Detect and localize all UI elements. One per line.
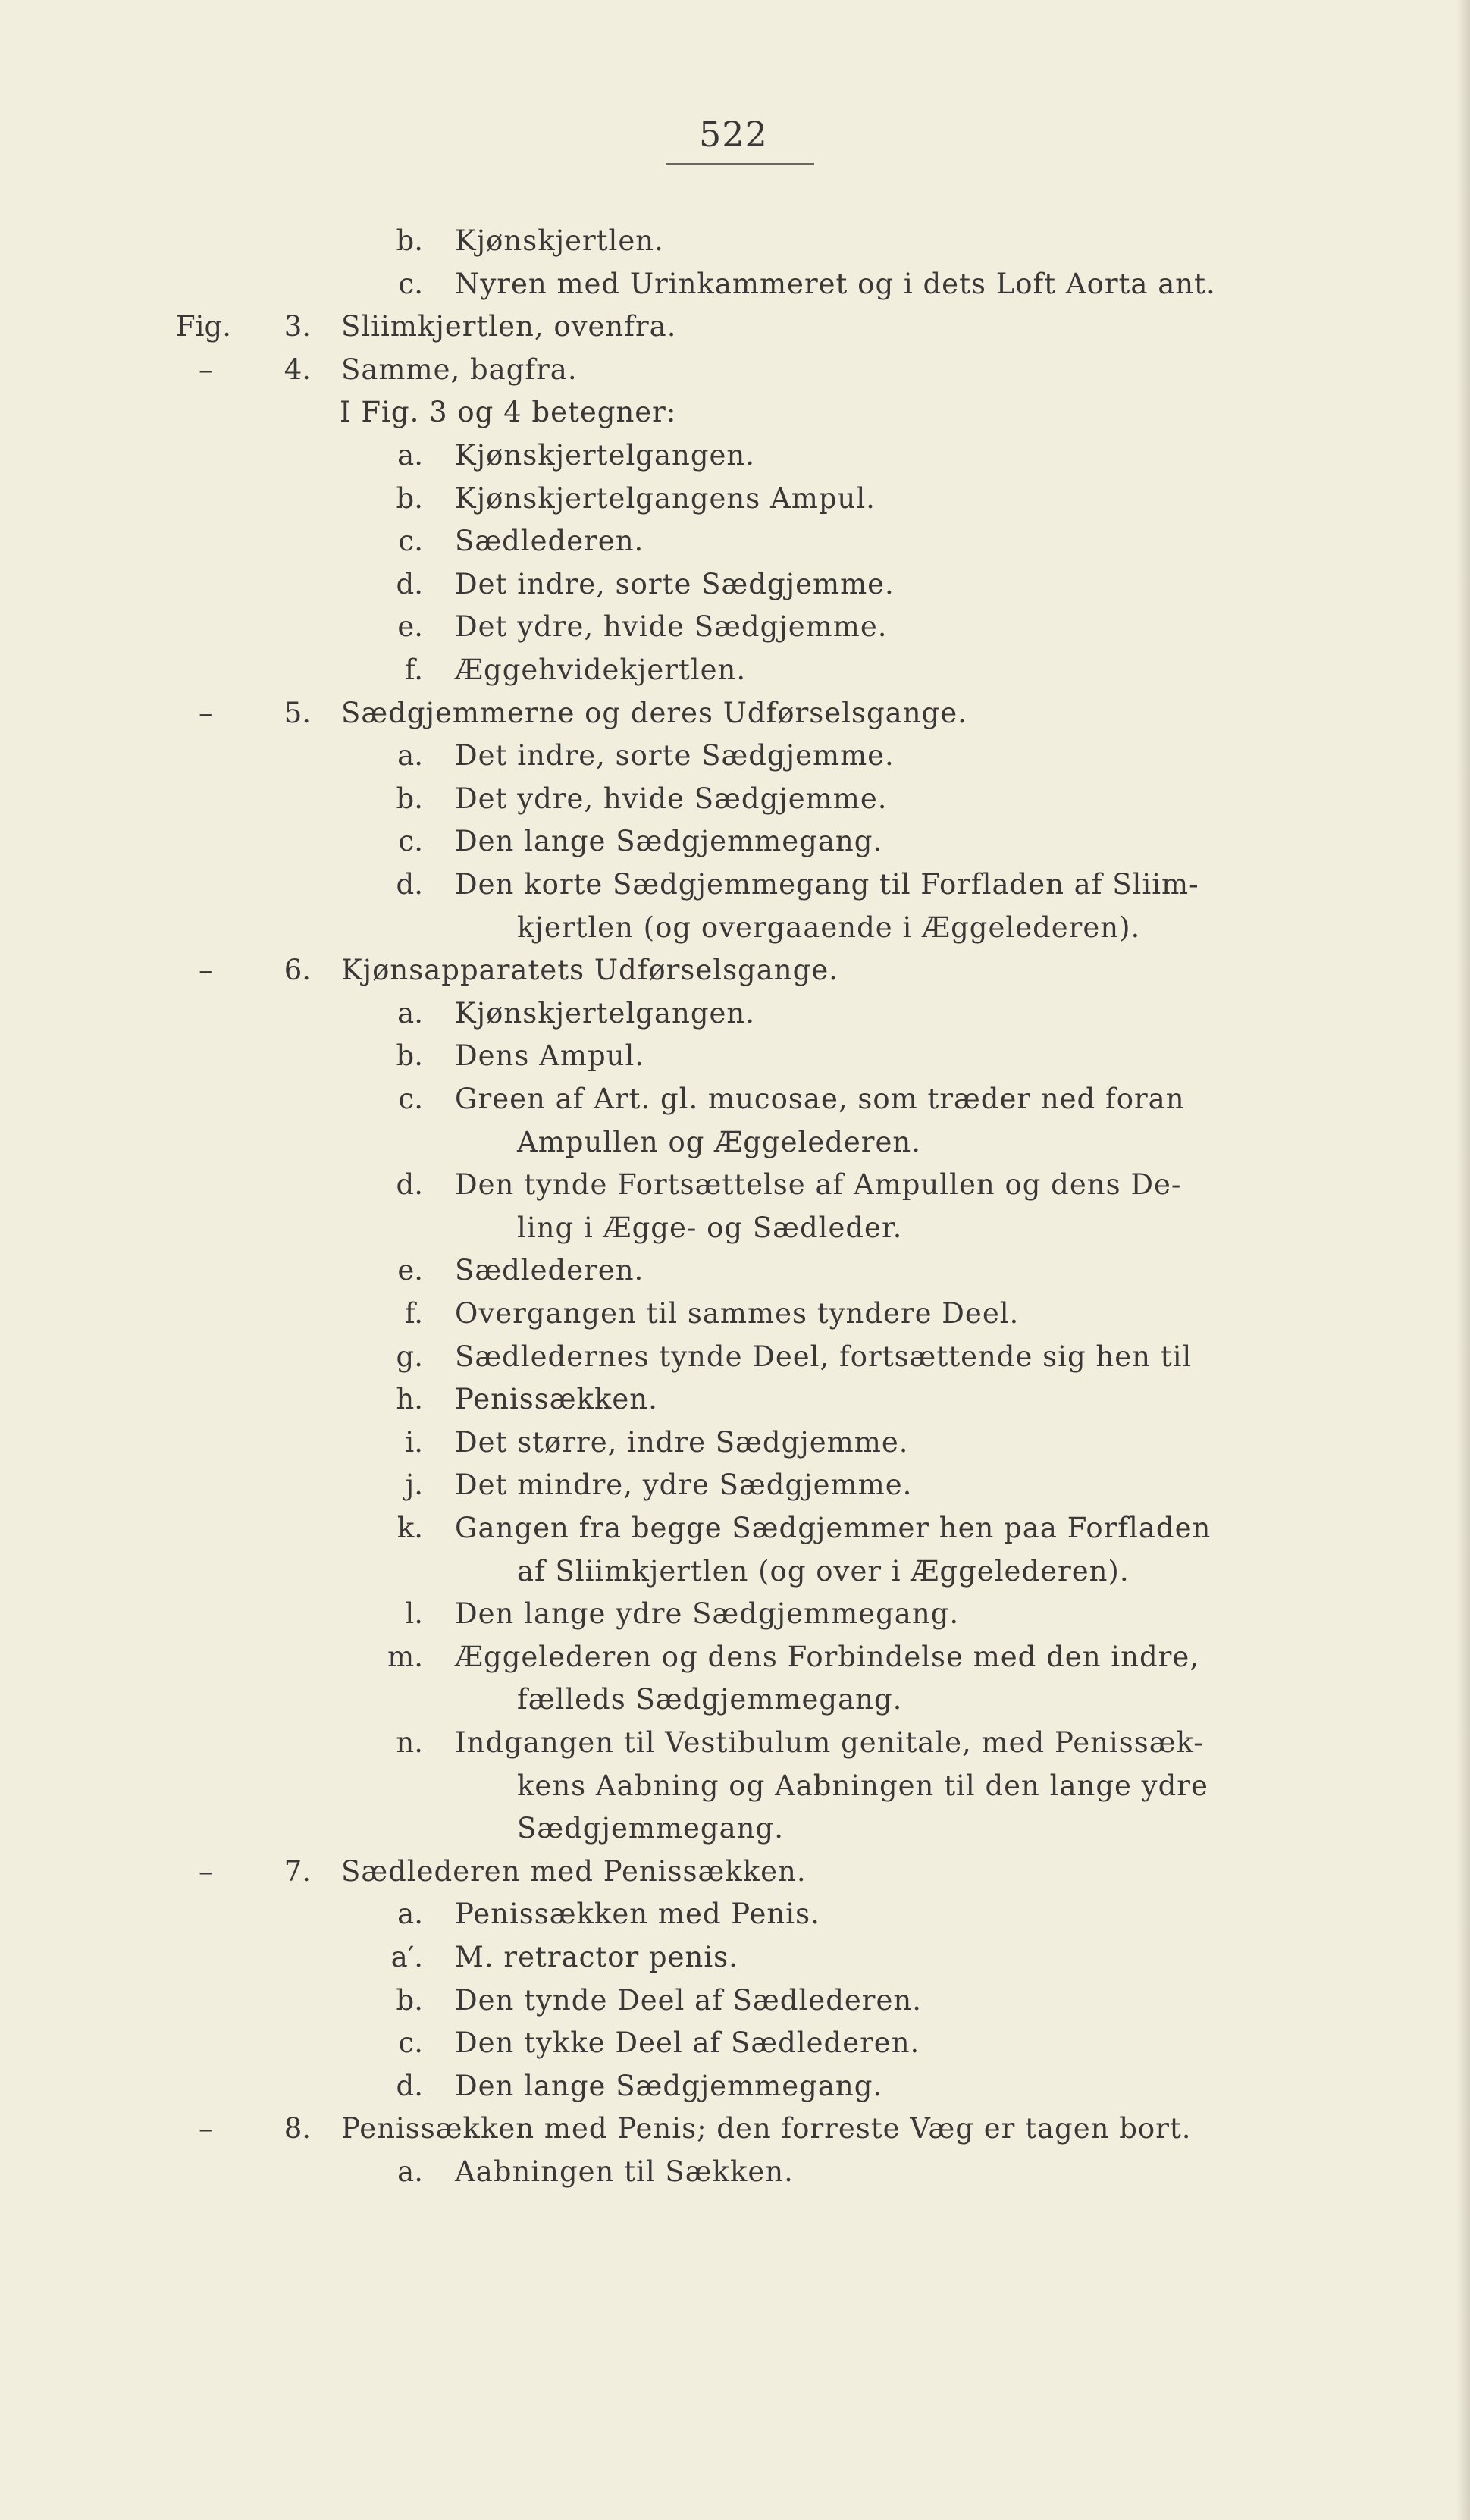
item-label: c.: [398, 267, 423, 300]
item-label: d.: [396, 567, 423, 600]
figure-number: 5.: [284, 696, 311, 729]
item-text: Det mindre, ydre Sædgjemme.: [455, 1468, 913, 1502]
item-text: Green af Art. gl. mucosae, som træder ned foran: [455, 1083, 1185, 1115]
item-text: Kjønskjertelgangen.: [455, 996, 756, 1030]
item-label: l.: [405, 1597, 423, 1631]
legend-intro: I Fig. 3 og 4 betegner:: [340, 396, 677, 429]
legend-line: [0, 692, 1470, 735]
legend-line: [0, 349, 1470, 391]
item-text: Kjønskjertlen.: [455, 224, 664, 257]
legend-line: [0, 1979, 1470, 2022]
legend-line: [0, 649, 1470, 691]
item-label: b.: [396, 1039, 423, 1073]
legend-line: [0, 220, 1470, 262]
item-text: M. retractor penis.: [455, 1941, 738, 1973]
item-label: d.: [396, 2069, 423, 2102]
item-text: Den tynde Fortsættelse af Ampullen og dens De-: [455, 1168, 1182, 1202]
item-label: a.: [397, 2155, 423, 2188]
item-text: Sædlederen.: [455, 1254, 644, 1287]
legend-line: [0, 1507, 1470, 1550]
legend-line: [0, 1550, 1470, 1593]
item-label: b.: [396, 224, 423, 257]
figure-caption: Samme, bagfra.: [341, 353, 578, 386]
figure-caption: Sædgjemmerne og deres Udførselsgange.: [341, 696, 967, 729]
legend-line: [0, 820, 1470, 863]
legend-line: [0, 1936, 1470, 1979]
item-text: Den tynde Deel af Sædlederen.: [455, 1983, 922, 2017]
item-label: a.: [397, 439, 423, 472]
figure-number: 3.: [284, 310, 311, 343]
figure-number: 8.: [284, 2112, 311, 2145]
legend-line: [0, 1249, 1470, 1292]
legend-line: [0, 1121, 1470, 1164]
legend-line: [0, 1293, 1470, 1335]
item-text: Den lange Sædgjemmegang.: [455, 2069, 883, 2102]
item-label: e.: [397, 1254, 423, 1287]
figure-caption: Sædlederen med Penissækken.: [341, 1854, 807, 1888]
item-label: n.: [396, 1726, 423, 1759]
item-continuation: kjertlen (og overgaaende i Æggelederen).: [517, 911, 1141, 944]
item-text: Indgangen til Vestibulum genitale, med Penissæk-: [455, 1726, 1204, 1759]
legend-line: [0, 1336, 1470, 1378]
ditto-dash: –: [199, 1854, 213, 1888]
legend-line: [0, 1807, 1470, 1850]
item-label: g.: [396, 1340, 423, 1373]
legend-line: [0, 1035, 1470, 1077]
item-label: c.: [398, 2026, 423, 2060]
item-text: Penissækken med Penis.: [455, 1898, 820, 1931]
item-text: Det indre, sorte Sædgjemme.: [455, 739, 895, 773]
item-text: Æggelederen og dens Forbindelse med den indre,: [455, 1640, 1199, 1673]
legend-line: [0, 391, 1470, 434]
item-text: Det større, indre Sædgjemme.: [455, 1425, 909, 1459]
item-text: Aabningen til Sækken.: [455, 2155, 794, 2188]
legend-line: [0, 735, 1470, 777]
ditto-dash: –: [199, 353, 213, 386]
ditto-dash: –: [199, 954, 213, 987]
item-text: Det ydre, hvide Sædgjemme.: [455, 610, 888, 644]
item-label: a.: [397, 996, 423, 1030]
legend-line: [0, 2151, 1470, 2193]
legend-line: [0, 1851, 1470, 1893]
item-label: a′.: [390, 1941, 423, 1973]
item-text: Den korte Sædgjemmegang til Forfladen af Sliim-: [455, 868, 1199, 901]
legend-line: [0, 1893, 1470, 1935]
figure-caption: Kjønsapparatets Udførselsgange.: [341, 954, 838, 987]
legend-line: [0, 1765, 1470, 1807]
legend-line: [0, 778, 1470, 820]
item-text: Sædlederen.: [455, 525, 644, 558]
item-text: Overgangen til sammes tyndere Deel.: [455, 1297, 1020, 1330]
figure-caption: Penissækken med Penis; den forreste Væg er tagen bort.: [341, 2112, 1192, 2145]
legend-line: [0, 1378, 1470, 1421]
figure-caption: Sliimkjertlen, ovenfra.: [341, 310, 677, 343]
item-label: m.: [387, 1640, 423, 1673]
figure-number: 6.: [284, 954, 311, 987]
ditto-dash: –: [199, 2112, 213, 2145]
legend-line: [0, 949, 1470, 992]
item-label: f.: [404, 654, 423, 686]
item-text: Kjønskjertelgangens Ampul.: [455, 481, 876, 515]
item-label: f.: [404, 1297, 423, 1330]
item-text: Den lange Sædgjemmegang.: [455, 825, 883, 858]
ditto-dash: –: [199, 696, 213, 729]
item-label: c.: [398, 525, 423, 558]
legend-line: [0, 1421, 1470, 1464]
legend-line: [0, 520, 1470, 563]
legend-line: [0, 1636, 1470, 1678]
legend-line: [0, 563, 1470, 606]
item-continuation: af Sliimkjertlen (og over i Æggelederen).: [517, 1554, 1130, 1588]
legend-line: [0, 434, 1470, 477]
legend-line: [0, 2022, 1470, 2064]
item-label: b.: [396, 481, 423, 515]
legend-line: [0, 907, 1470, 949]
item-label: a.: [397, 739, 423, 773]
item-label: b.: [396, 782, 423, 815]
item-text: Dens Ampul.: [455, 1039, 645, 1073]
legend-line: [0, 1722, 1470, 1764]
figure-number: 7.: [284, 1854, 311, 1888]
item-label: e.: [397, 610, 423, 644]
legend-line: [0, 1078, 1470, 1121]
item-label: c.: [398, 825, 423, 858]
legend-line: [0, 2108, 1470, 2150]
item-continuation: fælleds Sædgjemmegang.: [517, 1683, 903, 1716]
item-text: Sædledernes tynde Deel, fortsættende sig hen til: [455, 1340, 1193, 1373]
item-text: Æggehvidekjertlen.: [455, 654, 747, 686]
item-label: a.: [397, 1898, 423, 1931]
legend-line: [0, 1164, 1470, 1206]
item-text: Det indre, sorte Sædgjemme.: [455, 567, 895, 600]
figure-number: 4.: [284, 353, 311, 386]
legend-line: [0, 606, 1470, 648]
item-continuation: kens Aabning og Aabningen til den lange ydre: [517, 1769, 1208, 1802]
item-label: h.: [396, 1383, 423, 1416]
legend-line: [0, 864, 1470, 906]
legend-line: [0, 992, 1470, 1035]
item-label: k.: [396, 1512, 423, 1544]
page-number: 522: [699, 114, 768, 155]
page-number-rule: [666, 163, 814, 165]
legend-line: [0, 1593, 1470, 1635]
figure-prefix: Fig.: [176, 310, 231, 343]
legend-line: [0, 306, 1470, 348]
item-text: Kjønskjertelgangen.: [455, 439, 756, 472]
legend-line: [0, 2065, 1470, 2108]
legend-line: [0, 478, 1470, 520]
item-text: Det ydre, hvide Sædgjemme.: [455, 782, 888, 815]
item-text: Den lange ydre Sædgjemmegang.: [455, 1597, 960, 1631]
legend-line: [0, 1464, 1470, 1506]
item-label: i.: [405, 1425, 423, 1459]
item-text: Nyren med Urinkammeret og i dets Loft Aorta ant.: [455, 267, 1216, 300]
item-label: b.: [396, 1983, 423, 2017]
item-label: j.: [405, 1468, 423, 1502]
item-label: c.: [398, 1083, 423, 1115]
legend-line: [0, 1678, 1470, 1721]
item-label: d.: [396, 1168, 423, 1202]
item-continuation: Sædgjemmegang.: [517, 1812, 784, 1845]
item-text: Penissækken.: [455, 1383, 658, 1416]
item-text: Gangen fra begge Sædgjemmer hen paa Forfladen: [455, 1512, 1211, 1544]
item-continuation: Ampullen og Æggelederen.: [517, 1125, 921, 1158]
item-label: d.: [396, 868, 423, 901]
item-text: Den tykke Deel af Sædlederen.: [455, 2026, 920, 2060]
item-continuation: ling i Ægge- og Sædleder.: [517, 1211, 903, 1244]
legend-line: [0, 263, 1470, 306]
legend-line: [0, 1207, 1470, 1249]
